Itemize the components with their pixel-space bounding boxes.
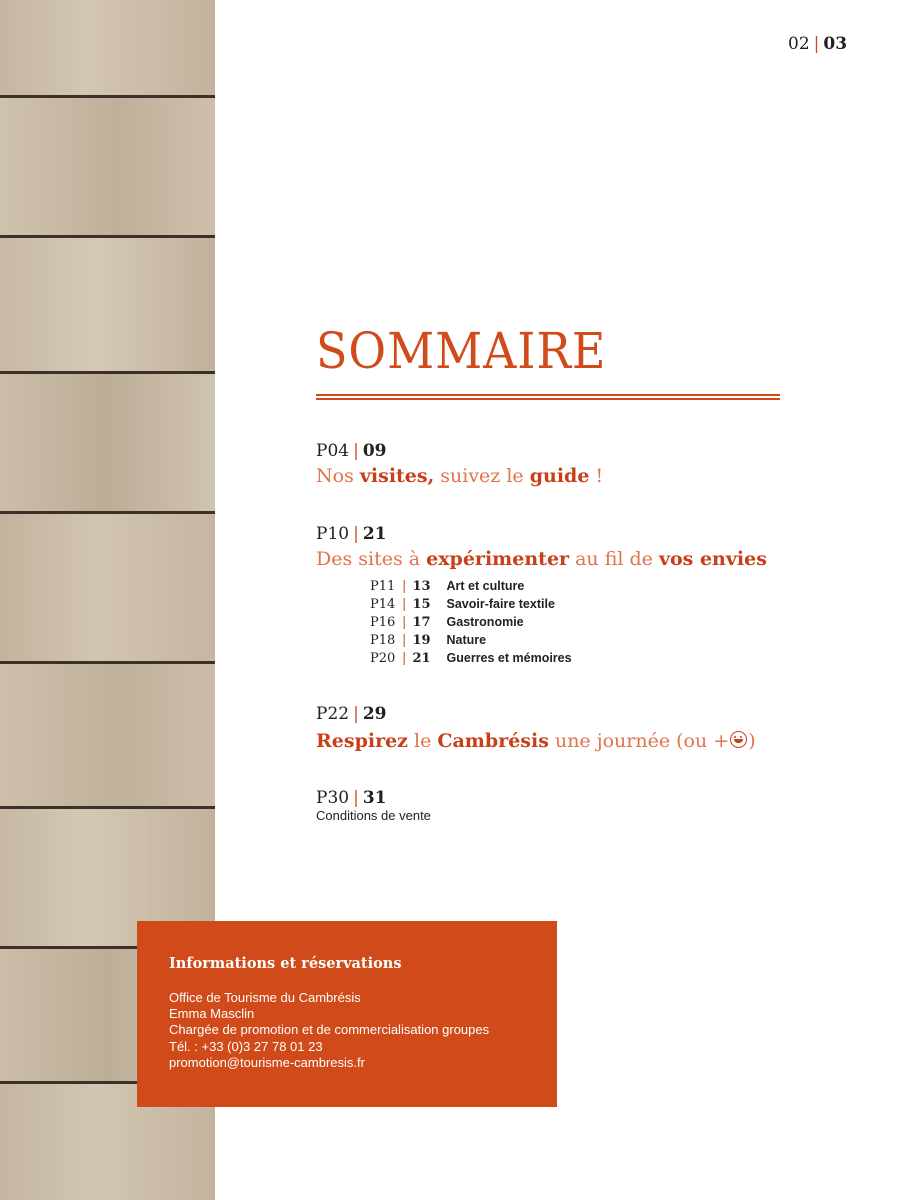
toc-entry-title[interactable]: [316, 730, 756, 752]
sub-ref-end: 19: [412, 633, 431, 648]
wood-plank: [0, 98, 215, 238]
ref-end: 31: [362, 788, 387, 808]
ref-end: 09: [362, 441, 387, 461]
toc-entry-subtitle[interactable]: Conditions de vente: [316, 808, 431, 823]
title-part-strong: guide: [529, 465, 590, 487]
ref-start: P22: [316, 704, 350, 724]
toc-entry-ref: [316, 524, 386, 544]
ref-end: 21: [362, 524, 387, 544]
ref-separator: |: [353, 524, 359, 544]
info-heading: Informations et réservations: [169, 955, 402, 972]
title-part: le: [407, 730, 438, 752]
smiley-icon: [730, 731, 747, 748]
toc-subentry[interactable]: [370, 614, 524, 630]
wood-plank: [0, 514, 215, 664]
title-part: une journée (ou +: [548, 730, 730, 752]
page-number-left: 02: [788, 34, 810, 54]
sub-ref-end: 13: [412, 579, 431, 594]
title-part-strong: Cambrésis: [437, 730, 549, 752]
info-box: [137, 921, 557, 1107]
ref-separator: |: [402, 579, 411, 594]
ref-start: P30: [316, 788, 350, 808]
ref-separator: |: [353, 788, 359, 808]
sub-label: Art et culture: [446, 579, 525, 593]
sub-ref-start: P16: [370, 615, 396, 630]
sub-ref-start: P11: [370, 579, 396, 594]
sub-label: Guerres et mémoires: [446, 651, 572, 665]
toc-entry-ref: [316, 704, 386, 724]
ref-separator: |: [353, 441, 359, 461]
ref-start: P10: [316, 524, 350, 544]
sub-ref-start: P14: [370, 597, 396, 612]
sub-label: Savoir-faire textile: [446, 597, 555, 611]
sub-label: Gastronomie: [446, 615, 524, 629]
ref-separator: |: [353, 704, 359, 724]
toc-subentry[interactable]: [370, 596, 555, 612]
wood-plank: [0, 238, 215, 374]
sub-ref-start: P20: [370, 651, 396, 666]
title-part-strong: vos envies: [658, 548, 767, 570]
title-part: ): [748, 730, 756, 752]
ref-separator: |: [402, 597, 411, 612]
title-part: Nos: [316, 465, 360, 487]
info-line-office: Office de Tourisme du Cambrésis: [169, 990, 361, 1005]
sub-ref-end: 17: [412, 615, 431, 630]
ref-separator: |: [402, 651, 411, 666]
sub-ref-end: 15: [412, 597, 431, 612]
title-rule-top: [316, 394, 780, 396]
info-line-email[interactable]: promotion@tourisme-cambresis.fr: [169, 1054, 365, 1070]
wood-plank: [0, 664, 215, 809]
toc-entry-title[interactable]: [316, 465, 603, 487]
page-separator: |: [813, 34, 820, 54]
toc-subentry[interactable]: [370, 650, 572, 666]
sub-ref-start: P18: [370, 633, 396, 648]
toc-entry-ref: [316, 788, 386, 808]
title-part-strong: Respirez: [316, 730, 408, 752]
toc-subentry[interactable]: [370, 632, 486, 648]
title-part: Des sites à: [316, 548, 427, 570]
info-line-contact: Emma Masclin: [169, 1006, 255, 1022]
page-numbers: [788, 34, 847, 54]
sub-label: Nature: [446, 633, 487, 647]
wood-plank: [0, 374, 215, 514]
title-part: au fil de: [569, 548, 659, 570]
title-part: suivez le: [434, 465, 530, 487]
toc-subentry[interactable]: [370, 578, 524, 594]
toc-entry-ref: [316, 441, 386, 461]
title-part: !: [589, 465, 604, 487]
title-part-strong: visites,: [359, 465, 435, 487]
page-number-right: 03: [823, 34, 848, 54]
page-title: SOMMAIRE: [316, 322, 607, 380]
ref-separator: |: [402, 633, 411, 648]
sub-ref-end: 21: [412, 651, 431, 666]
title-rule-bottom: [316, 398, 780, 400]
ref-start: P04: [316, 441, 350, 461]
info-line-role: Chargée de promotion et de commercialisation groupes: [169, 1022, 490, 1038]
ref-end: 29: [362, 704, 387, 724]
title-part-strong: expérimenter: [426, 548, 570, 570]
toc-entry-title[interactable]: [316, 548, 767, 570]
info-line-phone[interactable]: Tél. : +33 (0)3 27 78 01 23: [169, 1038, 323, 1054]
ref-separator: |: [402, 615, 411, 630]
wood-plank: [0, 0, 215, 98]
